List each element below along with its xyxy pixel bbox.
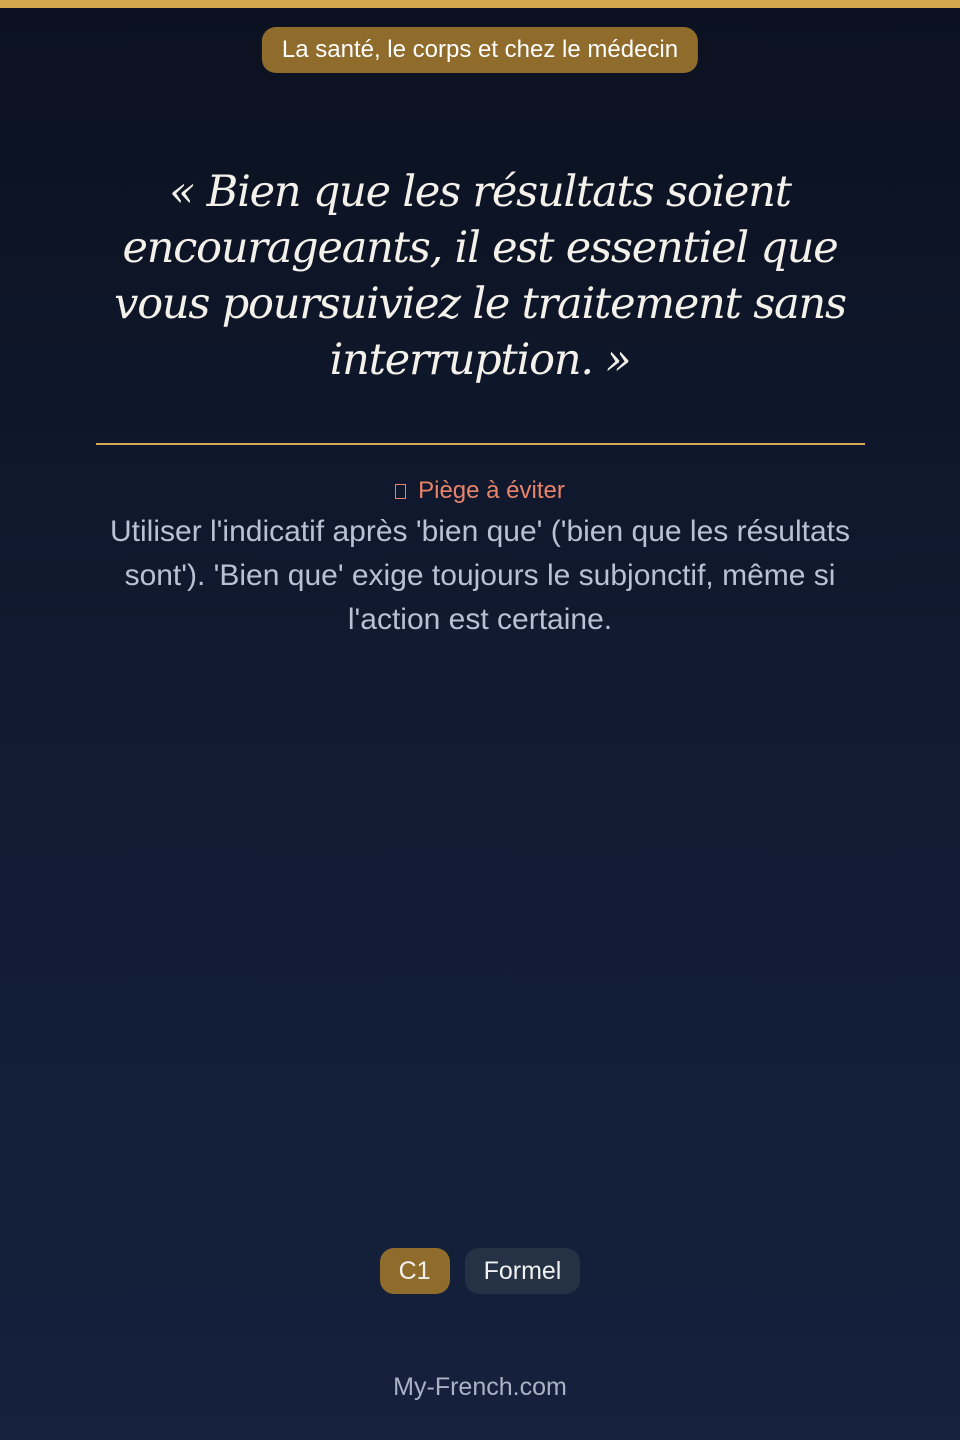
top-accent-bar bbox=[0, 0, 960, 8]
register-badge: Formel bbox=[465, 1248, 581, 1294]
example-quote: « Bien que les résultats soient encourageants, il est essentiel que vous poursuiviez le traitement sans interruption. » bbox=[114, 167, 846, 385]
pitfall-icon bbox=[395, 484, 406, 499]
site-footer: My-French.com bbox=[393, 1373, 567, 1401]
pitfall-heading bbox=[0, 476, 960, 506]
tag-list bbox=[0, 1248, 960, 1294]
pitfall-explanation: Utiliser l'indicatif après 'bien que' ('bien que les résultats sont'). 'Bien que' exige toujours le subjonctif, même si l'action est certaine. bbox=[110, 515, 850, 636]
divider bbox=[96, 443, 865, 445]
pitfall-heading-label: Piège à éviter bbox=[418, 477, 565, 504]
level-badge: C1 bbox=[380, 1248, 450, 1294]
topic-badge: La santé, le corps et chez le médecin bbox=[262, 27, 698, 73]
